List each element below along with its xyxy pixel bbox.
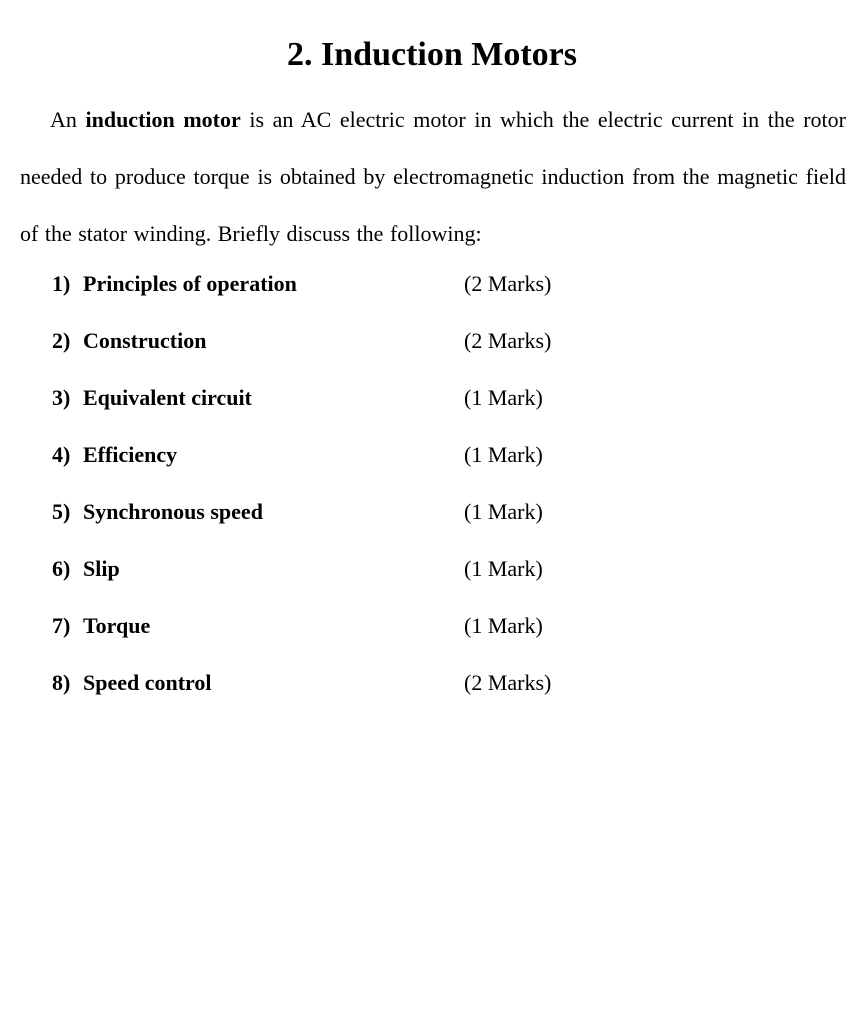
item-marks: (2 Marks) — [464, 327, 552, 353]
list-item — [52, 312, 812, 369]
item-label: Torque — [83, 612, 151, 638]
list-item — [52, 426, 812, 483]
item-label: Speed control — [83, 669, 212, 695]
item-marks: (2 Marks) — [464, 270, 552, 296]
list-item — [52, 654, 812, 711]
item-number: 7) — [52, 612, 71, 638]
item-marks: (1 Mark) — [464, 498, 543, 524]
item-label: Efficiency — [83, 441, 178, 467]
item-number: 2) — [52, 327, 71, 353]
list-item — [52, 540, 812, 597]
list-item — [52, 597, 812, 654]
list-item — [52, 483, 812, 540]
item-marks: (1 Mark) — [464, 384, 543, 410]
item-label: Slip — [83, 555, 120, 581]
list-item — [52, 369, 812, 426]
item-number: 4) — [52, 441, 71, 467]
item-number: 5) — [52, 498, 71, 524]
item-label: Construction — [83, 327, 207, 353]
intro-term: induction motor — [85, 107, 241, 132]
item-label: Equivalent circuit — [83, 384, 252, 410]
intro-body: is an AC electric motor in which the electric current in the rotor needed to produce torque is obtained by electromagnetic induction from the magnetic field of the stator winding. Briefly discuss the following: — [20, 107, 846, 246]
item-label: Principles of operation — [83, 270, 297, 296]
intro-paragraph — [20, 91, 846, 262]
item-marks: (1 Mark) — [464, 441, 543, 467]
item-label: Synchronous speed — [83, 498, 263, 524]
item-marks: (1 Mark) — [464, 612, 543, 638]
list-item — [52, 255, 812, 312]
section-heading: 2. Induction Motors — [287, 36, 577, 73]
item-number: 6) — [52, 555, 71, 581]
intro-prefix: An — [50, 107, 86, 132]
item-marks: (2 Marks) — [464, 669, 552, 695]
item-marks: (1 Mark) — [464, 555, 543, 581]
topic-list — [52, 255, 812, 711]
item-number: 8) — [52, 669, 71, 695]
item-number: 3) — [52, 384, 71, 410]
item-number: 1) — [52, 270, 71, 296]
